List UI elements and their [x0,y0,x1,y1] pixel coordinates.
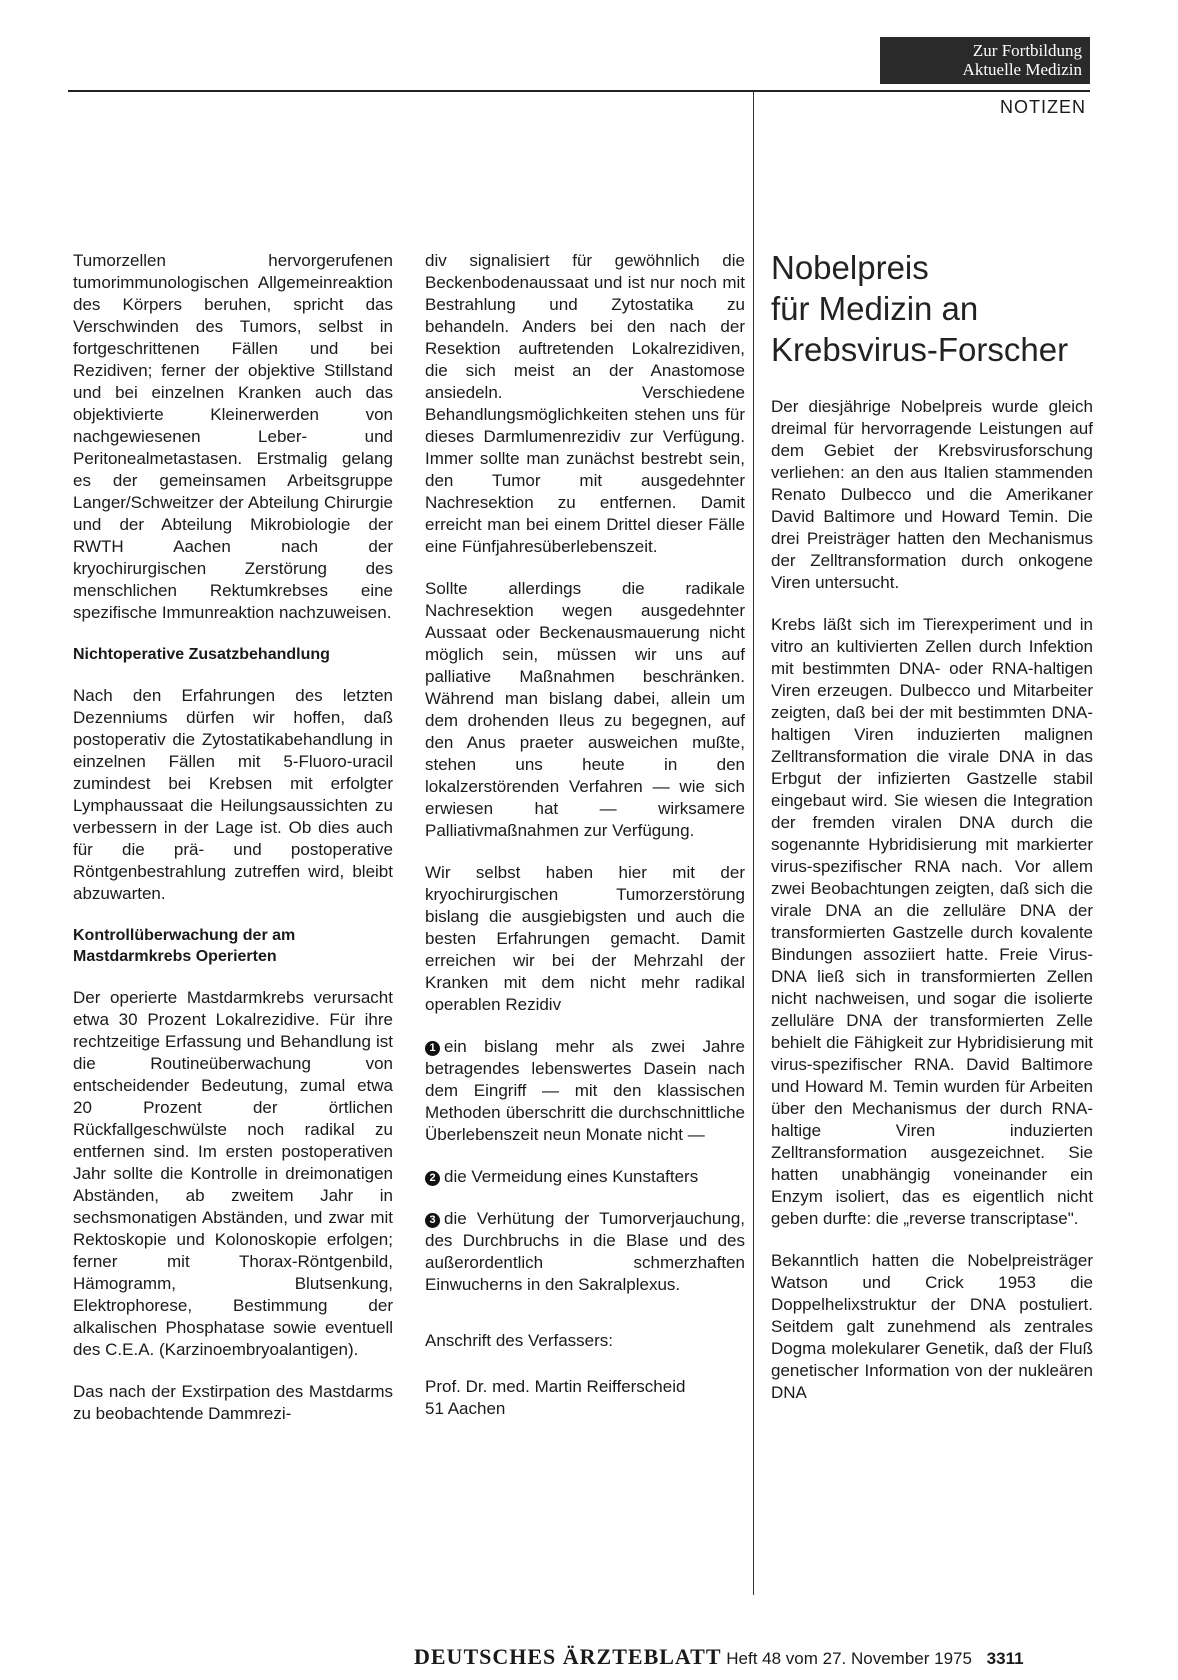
number-3-icon: 3 [425,1213,440,1228]
heading-kontrollueberwachung: Kontrollüberwachung der am Mastdarmkrebs Operierten [73,927,296,965]
col2-paragraph-3: Wir selbst haben hier mit der kryochirurgischen Tumorzerstörung bislang die ausgiebigsten und auch die besten Erfahrungen gemacht. Damit erreichen wir bei der Mehrzahl der Kranken mit dem nicht mehr radikal operablen Rezidiv [425,863,745,1014]
article-title [771,247,1093,370]
number-1-icon: 1 [425,1041,440,1056]
author-city: 51 Aachen [425,1399,506,1418]
col3-paragraph-1: Der diesjährige Nobelpreis wurde gleich dreimal für hervorragende Leistungen auf dem Gebiet der Krebsvirusforschung verliehen: an den aus Italien stammenden Renato Dulbecco und die Amerikaner David Baltimore und Howard Temin. Die drei Preisträger hatten den Mechanismus der Zelltransformation durch onkogene Viren untersucht. [771,397,1093,592]
header-rule [68,90,1090,92]
author-address [425,1376,745,1420]
address-label: Anschrift des Verfassers: [425,1331,614,1350]
section-badge [880,37,1090,84]
title-line-3: Krebsvirus-Forscher [771,331,1069,368]
list-item-3 [425,1208,745,1296]
title-line-1: Nobelpreis [771,249,929,286]
col1-paragraph-4: Das nach der Exstirpation des Mastdarms zu beobachtende Dammrezi- [73,1382,393,1423]
col1-paragraph-3: Der operierte Mastdarmkrebs verursacht etwa 30 Prozent Lokalrezidive. Für ihre rechtzeitige Erfassung und Behandlung ist die Routineüberwachung von entscheidender Bedeutung, zumal etwa 20 Prozent der örtlichen Rückfallgeschwülste noch radikal zu entfernen sind. Im ersten postoperativen Jahr sollte die Kontrolle in dreimonatigen Abständen, ab zweitem Jahr in sechsmonatigen Abständen, und zwar mit Rektoskopie und Kolonoskopie erfolgen; ferner mit Thorax-Röntgenbild, Hämogramm, Blutsenkung, Elektrophorese, Bestimmung der alkalischen Phosphatase sowie eventuell des C.E.A. (Karzinoembryoalantigen). [73,988,393,1359]
list-item-2 [425,1166,745,1188]
col3-paragraph-2: Krebs läßt sich im Tierexperiment und in vitro an kultivierten Zellen durch Infektion mit bestimmten DNA- oder RNA-haltigen Viren erzeugen. Dulbecco und Mitarbeiter zeigten, daß bei der mit bestimmten DNA-haltigen Viren induzierten malignen Zelltransformation die virale DNA in das Erbgut der infizierten Gastzelle stabil eingebaut wird. Sie wiesen die Integration der fremden viralen DNA durch die sogenannte Hybridisierung mit markierter virus-spezifischer RNA nach. Vor allem zwei Beobachtungen zeigten, daß sich die virale DNA an die zelluläre DNA der transformierten Gastzelle durch kovalente Bindungen assoziiert hatte. Freie Virus-DNA ließ sich in transformierten Zellen nicht nachweisen, und sogar die isolierte zelluläre DNA der transformierten Zelle behielt die Fähigkeit zur Hybridisierung mit virus-spezifischer RNA. David Baltimore und Howard M. Temin wurden für Arbeiten über den Mechanismus der durch RNA-haltige Viren induzierten Zelltransformation ausgezeichnet. Sie hatten unabhängig voneinander ein Enzym isoliert, das es eigentlich nicht geben durfte: die „reverse transcriptase". [771,615,1093,1228]
col3-paragraph-3: Bekanntlich hatten die Nobelpreisträger Watson und Crick 1953 die Doppelhelixstruktur der DNA postuliert. Seitdem galt zunehmend als zentrales Dogma molekularer Genetik, daß der Fluß genetischer Information von der nukleären DNA [771,1251,1093,1402]
list-item-2-text: die Vermeidung eines Kunstafters [444,1167,699,1186]
list-item-1-text: ein bislang mehr als zwei Jahre betragendes lebenswertes Dasein nach dem Eingriff — mit den klassischen Methoden überschritt die durchschnittliche Überlebenszeit neun Monate nicht — [425,1037,745,1144]
column-1 [73,250,393,1445]
author-name: Prof. Dr. med. Martin Reifferscheid [425,1377,686,1396]
list-item-3-text: die Verhütung der Tumorverjauchung, des Durchbruchs in die Blase und des außerordentlich schmerzhaften Einwucherns in den Sakralplexus. [425,1209,745,1294]
journal-name: DEUTSCHES ÄRZTEBLATT [414,1644,722,1669]
page-number: 3311 [986,1649,1024,1668]
list-item-1 [425,1036,745,1146]
page-footer [414,1644,1024,1670]
col1-paragraph-1: Tumorzellen hervorgerufenen tumorimmunologischen Allgemeinreaktion des Körpers beruhen, spricht das Verschwinden des Tumors, selbst in fortgeschrittenen Fällen und bei Rezidiven; ferner der objektive Stillstand und bei einzelnen Kranken auch das objektivierte Kleinerwerden von nachgewiesenen Leber- und Peritonealmetastasen. Erstmalig gelang es der gemeinsamen Arbeitsgruppe Langer/Schweitzer der Abteilung Chirurgie und der Abteilung Mikrobiologie der RWTH Aachen nach der kryochirurgischen Zerstörung des menschlichen Rektumkrebses eine spezifische Immunreaktion nachzuweisen. [73,251,393,622]
heading-zusatzbehandlung: Nichtoperative Zusatzbehandlung [73,646,330,663]
column-divider [753,90,754,1595]
issue-info: Heft 48 vom 27. November 1975 [726,1649,972,1668]
title-line-2: für Medizin an [771,290,979,327]
section-label: NOTIZEN [1000,97,1086,117]
col2-paragraph-1: div signalisiert für gewöhnlich die Beckenbodenaussaat und ist nur noch mit Bestrahlung und Zytostatika zu behandeln. Anders bei den nach der Resektion auftretenden Lokalrezidiven, die sich meist an der Anastomose ansiedeln. Verschiedene Behandlungsmöglichkeiten stehen uns für dieses Darmlumenrezidiv zur Verfügung. Immer sollte man zunächst bestrebt sein, den Tumor mit ausgedehnter Nachresektion zu entfernen. Damit erreicht man bei einem Drittel dieser Fälle eine Fünfjahresüberlebenszeit. [425,251,745,556]
column-2 [425,250,745,1420]
column-3 [771,250,1093,1424]
col1-paragraph-2: Nach den Erfahrungen des letzten Dezenniums dürfen wir hoffen, daß postoperativ die Zytostatikabehandlung in einzelnen Fällen mit 5-Fluoro-uracil zumindest bei Krebsen mit erfolgter Lymphaussaat die Heilungsaussichten zu verbessern in der Lage ist. Ob dies auch für die prä- und postoperative Röntgenbestrahlung zutreffen wird, bleibt abzuwarten. [73,686,393,903]
number-2-icon: 2 [425,1171,440,1186]
col2-paragraph-2: Sollte allerdings die radikale Nachresektion wegen ausgedehnter Aussaat oder Beckenausmauerung nicht möglich sein, müssen wir uns auf palliative Maßnahmen beschränken. Während man bislang dabei, allein um dem drohenden Ileus zu begegnen, auf den Anus praeter ausweichen mußte, stehen uns heute in den lokalzerstörenden Verfahren — wie sich erwiesen hat — wirksamere Palliativmaßnahmen zur Verfügung. [425,579,745,840]
badge-line-2: Aktuelle Medizin [962,60,1082,79]
badge-line-1: Zur Fortbildung [972,41,1082,60]
